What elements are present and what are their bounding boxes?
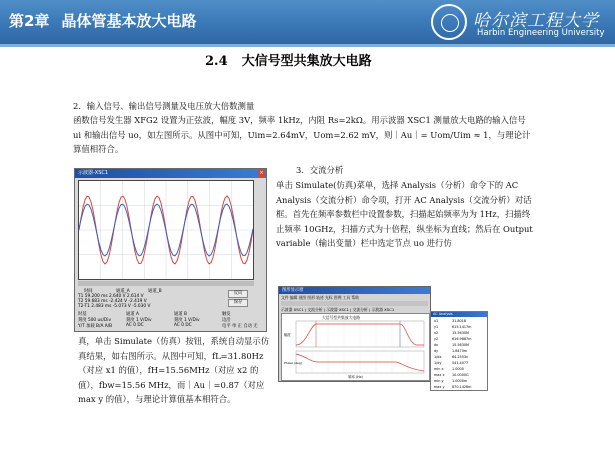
mode-buttons[interactable]: Y/T 加载 B/A A/B: [78, 324, 113, 329]
channel-b-label: 通道 B: [174, 312, 187, 317]
reverse-button[interactable]: 反向: [228, 290, 248, 298]
paragraph-3: 单击 Simulate(仿真)菜单，选择 Analysis（分析）命令下的 AC Analysis（交流分析）命令项，打开 AC Analysis（交流分析）对话框。首先在频率参数栏中设置参数，扫描起始频率为为 1Hz，扫描终止频率 10GHz，扫描方式为十倍程，纵坐标为直线；然后在 Output variable（输出变量）栏中选定节点 uo 进行仿: [276, 180, 533, 249]
logo-english-name: Harbin Engineering University: [477, 28, 605, 38]
analysis-tabs[interactable]: 示波器 XSC1 | 交流分析 | 示波器 XSC1 | 交流分析 | 示波器 XSC1: [281, 307, 395, 312]
cursor-row: y2 616.9887m: [434, 337, 472, 341]
cursor-row: x1 31.8018: [434, 319, 467, 323]
trigger-edge[interactable]: 边沿: [222, 318, 231, 323]
tab-ac-2[interactable]: 交流分析: [352, 307, 368, 312]
bode-plot: [282, 314, 429, 380]
frequency-axis-label: 频率 (Hz): [348, 375, 363, 379]
plot-title: 大信号型共集放大电路: [322, 315, 360, 320]
header-divider: [0, 44, 615, 47]
cursor-readout-panel: [430, 311, 488, 391]
tab-scope-3[interactable]: 示波器 XSC1: [371, 307, 395, 312]
trigger-label: 触发: [222, 312, 231, 317]
university-logo: [431, 4, 609, 42]
subheading-3: 3．交流分析: [296, 165, 344, 175]
cursor-panel-title: AC Analysis: [431, 312, 487, 317]
cursor-row: dy 1.8470m: [434, 349, 468, 353]
coupling-b-buttons[interactable]: AC 0 DC: [174, 323, 192, 328]
cursor-row: max y 870.1426m: [434, 385, 472, 389]
paragraph-4: 真，单击 Simulate（仿真）按钮，系统自动显示仿真结果，如右图所示。从图中可知，fL=31.80Hz（对应 x1 的值），fH=15.56MHz（对应 x2 的值），fbw=15.56 MHz，而｜Au｜=0.87（对应 max y 的值），与理论计算值基本相符合。: [78, 336, 270, 405]
waveform-plot: [79, 181, 253, 279]
cursor-row: y1 615.1417m: [434, 325, 472, 329]
cursor-row: 1/dx 64.2553n: [434, 355, 469, 359]
timebase-scale[interactable]: 刻度 500 us/Div: [78, 318, 111, 323]
section-number: 2.4: [205, 54, 228, 69]
readout-header-b: 通道_B: [148, 289, 162, 294]
channel-a-label: 通道 A: [126, 312, 139, 317]
tab-scope-1[interactable]: 示波器 XSC1: [281, 307, 304, 312]
analysis-title-bar[interactable]: 图形显示窗: [279, 287, 430, 294]
readout-header-time: 时间: [84, 289, 93, 294]
analysis-menu-bar[interactable]: 文件 编辑 视图 图形 轨迹 光标 图例 工具 帮助: [281, 295, 359, 300]
close-button[interactable]: ×: [259, 170, 264, 176]
section-title: [205, 50, 372, 69]
timebase-label: 时基: [78, 312, 87, 317]
analysis-window: [278, 286, 431, 382]
gain-axis-label: 幅度: [284, 333, 291, 337]
cursor-row: 1/dy 541.4077: [434, 361, 469, 365]
coupling-a-buttons[interactable]: AC 0 DC: [126, 323, 144, 328]
cursor-row: x2 15.5630M: [434, 331, 469, 335]
oscilloscope-controls: [78, 288, 263, 330]
tab-ac-1[interactable]: 交流分析: [307, 307, 323, 312]
trigger-mode-buttons[interactable]: 电平 单 正 自动 无: [222, 324, 258, 329]
phase-axis-label: Phase (deg): [284, 361, 302, 365]
readout-row-t1: T1 59.200 ms 2.640 V 2.614 V: [78, 294, 144, 299]
logo-chinese-name: 哈尔滨工程大学: [473, 11, 599, 31]
horizontal-scrollbar[interactable]: [78, 281, 254, 286]
cursor-row: max x 10.0000G: [434, 373, 469, 377]
oscilloscope-screen: [78, 180, 254, 280]
oscilloscope-title-bar[interactable]: 示波器-XSC1: [75, 169, 266, 178]
channel-a-scale[interactable]: 刻度 1 V/Div: [126, 318, 152, 323]
readout-header-a: 通道_A: [116, 289, 130, 294]
cursor-row: dx 15.5630M: [434, 343, 469, 347]
ac-analysis-plot: [281, 313, 430, 381]
cursor-row: min y 1.0000m: [434, 379, 468, 383]
channel-b-scale[interactable]: 刻度 1 V/Div: [174, 318, 200, 323]
paragraph-1: 2．输入信号、输出信号测量及电压放大倍数测量: [73, 101, 255, 111]
oscilloscope-window: [74, 168, 267, 332]
tab-scope-2[interactable]: 示波器 XSC1: [326, 307, 349, 312]
analysis-toolbar[interactable]: [281, 301, 428, 306]
readout-row-t2: T2 59.683 ms -2.424 V -2.419 V: [78, 299, 147, 304]
save-button[interactable]: 保存: [228, 299, 248, 307]
chapter-number: 第2章: [9, 12, 50, 30]
paragraph-2: 函数信号发生器 XFG2 设置为正弦波，幅度 3V，频率 1kHz，内阻 Rs=2kΩ。用示波器 XSC1 测量放大电路的输入信号 ui 和输出信号 uo，如左图所示。从图中可知，Uim=2.64mV，Uom=2.62 mV，则｜Au｜= Uom/Uim ≈ 1，与理论计算值相符合。: [73, 115, 531, 155]
readout-row-dt: T2-T1 2.483 ms -5.073 V -5.030 V: [78, 304, 151, 309]
chapter-title: 晶体管基本放大电路: [61, 12, 197, 30]
section-title-text: 大信号型共集放大电路: [241, 54, 372, 69]
university-seal-icon: [431, 4, 467, 40]
chapter-heading: [9, 10, 196, 31]
cursor-row: min x 1.0000: [434, 367, 464, 371]
